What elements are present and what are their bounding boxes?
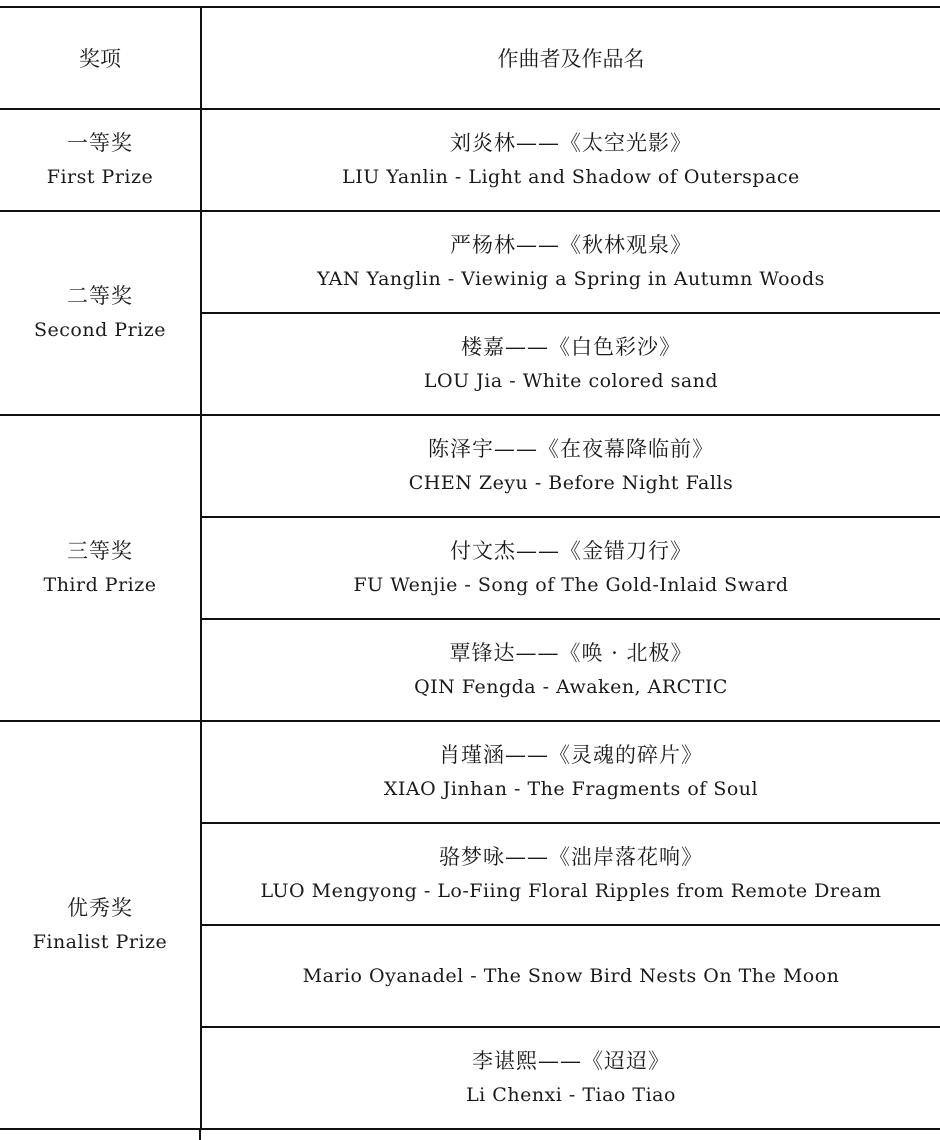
work-title-zh: 付文杰——《金错刀行》	[450, 539, 692, 563]
work-cell	[201, 619, 940, 721]
prize-cell	[0, 721, 201, 1129]
prize-name-en: Second Prize	[34, 319, 166, 341]
prize-name-en: Finalist Prize	[32, 931, 168, 953]
work-title-en: XIAO Jinhan - The Fragments of Soul	[383, 778, 759, 800]
award-header: 奖项	[79, 47, 121, 71]
award-header-cell	[0, 7, 201, 109]
prize-name-zh: 一等奖	[67, 131, 133, 155]
work-cell	[201, 1027, 940, 1129]
work-title-zh: 楼嘉——《白色彩沙》	[461, 335, 681, 359]
work-title-zh: 骆梦咏——《泏岸落花响》	[439, 845, 703, 869]
work-cell	[201, 415, 940, 517]
work-cell	[201, 721, 940, 823]
composer-work-header: 作曲者及作品名	[497, 47, 645, 71]
prize-cell	[0, 415, 201, 721]
work-title-en: Mario Oyanadel - The Snow Bird Nests On The Moon	[302, 965, 840, 987]
work-title-en: QIN Fengda - Awaken, ARCTIC	[414, 676, 728, 698]
prize-name-zh: 三等奖	[67, 539, 133, 563]
work-cell	[201, 313, 940, 415]
work-title-zh: 严杨林——《秋林观泉》	[450, 233, 692, 257]
table-row	[0, 721, 940, 823]
work-cell	[201, 517, 940, 619]
work-title-zh: 刘炎林——《太空光影》	[450, 131, 692, 155]
table-column-divider-stub	[199, 1130, 201, 1140]
work-title-en: Li Chenxi - Tiao Tiao	[466, 1084, 676, 1106]
work-title-zh: 陈泽宇——《在夜幕降临前》	[428, 437, 714, 461]
table-row	[0, 109, 940, 211]
work-title-en: LIU Yanlin - Light and Shadow of Outerspace	[342, 166, 800, 188]
awards-table-body	[0, 7, 940, 1129]
prize-name-zh: 二等奖	[67, 284, 133, 308]
work-title-zh: 肖瑾涵——《灵魂的碎片》	[439, 743, 703, 767]
work-title-en: YAN Yanglin - Viewinig a Spring in Autumn Woods	[317, 268, 825, 290]
prize-cell	[0, 211, 201, 415]
table-row	[0, 211, 940, 313]
work-title-en: FU Wenjie - Song of The Gold-Inlaid Sward	[353, 574, 789, 596]
header-row	[0, 7, 940, 109]
work-title-zh: 覃锋达——《唤 · 北极》	[449, 641, 693, 665]
table-row	[0, 415, 940, 517]
work-cell	[201, 109, 940, 211]
work-title-zh: 李谌熙——《迢迢》	[472, 1049, 670, 1073]
prize-name-zh: 优秀奖	[67, 896, 133, 920]
awards-table	[0, 6, 940, 1130]
composer-work-header-cell	[201, 7, 940, 109]
work-cell	[201, 823, 940, 925]
prize-cell	[0, 109, 201, 211]
work-title-en: LOU Jia - White colored sand	[423, 370, 719, 392]
work-title-en: LUO Mengyong - Lo-Fiing Floral Ripples from Remote Dream	[260, 880, 882, 902]
prize-name-en: Third Prize	[43, 574, 157, 596]
work-title-en: CHEN Zeyu - Before Night Falls	[408, 472, 734, 494]
work-cell	[201, 211, 940, 313]
prize-name-en: First Prize	[46, 166, 154, 188]
work-cell	[201, 925, 940, 1027]
